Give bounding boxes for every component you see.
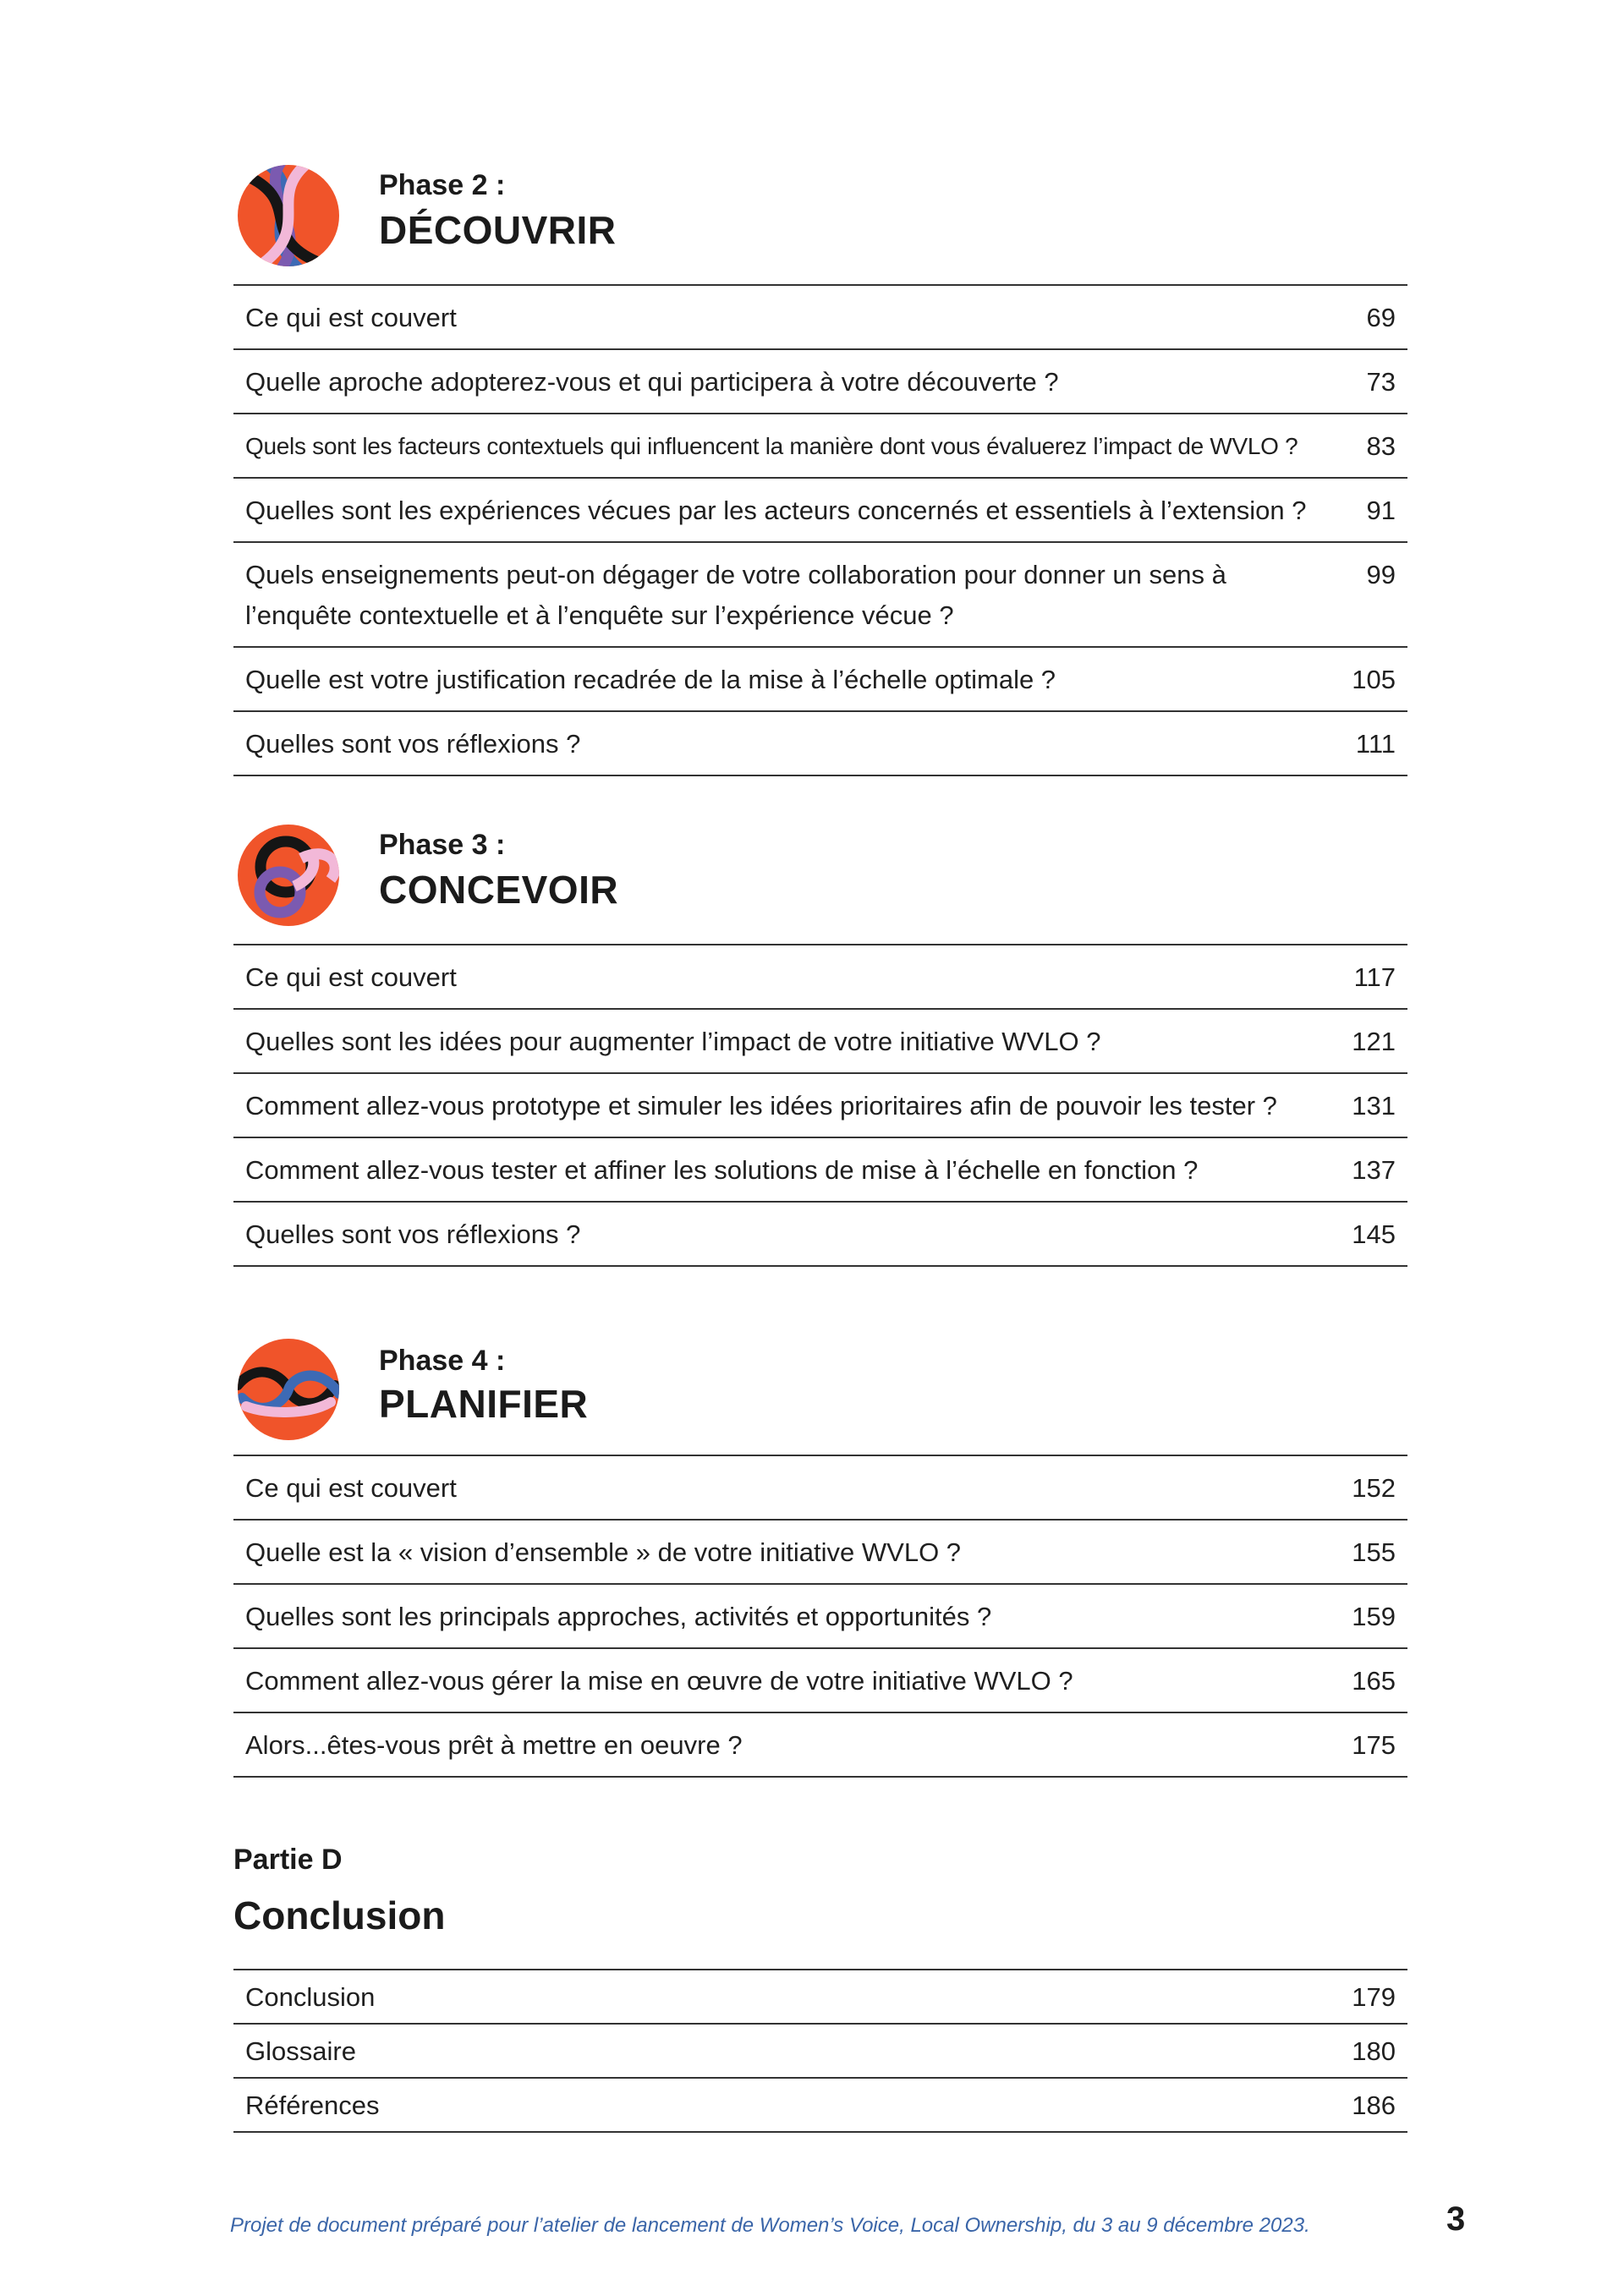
toc-row[interactable] [233, 2079, 1407, 2133]
toc-row-title: Quelle est la « vision d’ensemble » de votre initiative WVLO ? [245, 1537, 962, 1567]
phase-2-section [233, 161, 1407, 776]
toc-row-title: Ce qui est couvert [245, 962, 457, 992]
phase-3-section [233, 820, 1407, 1267]
toc-row-title: Quelle est votre justification recadrée de la mise à l’échelle optimale ? [245, 665, 1056, 694]
toc-row-page: 83 [1366, 431, 1396, 461]
footer-note: Projet de document préparé pour l’atelier de lancement de Women’s Voice, Local Ownership, du 3 au 9 décembre 2023. [230, 2214, 1310, 2237]
toc-row[interactable] [233, 1521, 1407, 1585]
toc-row-title: Quelles sont les idées pour augmenter l’impact de votre initiative WVLO ? [245, 1027, 1101, 1056]
toc-row-page: 159 [1352, 1602, 1396, 1631]
toc-row[interactable] [233, 350, 1407, 414]
toc-row[interactable] [233, 2025, 1407, 2079]
toc-row-page: 175 [1352, 1730, 1396, 1760]
toc-row-page: 145 [1352, 1219, 1396, 1249]
toc-row[interactable] [233, 1713, 1407, 1778]
toc-row-page: 69 [1366, 303, 1396, 332]
toc-row-page: 73 [1366, 367, 1396, 397]
phase-3-toc [233, 944, 1407, 1267]
toc-row-page: 121 [1352, 1027, 1396, 1056]
toc-row-page: 131 [1352, 1091, 1396, 1121]
toc-row[interactable] [233, 479, 1407, 543]
phase-3-header [233, 820, 1407, 939]
toc-row[interactable] [233, 1074, 1407, 1138]
toc-row-title: Comment allez-vous gérer la mise en œuvre de votre initiative WVLO ? [245, 1666, 1073, 1696]
toc-row[interactable] [233, 286, 1407, 350]
toc-row-title: Quels sont les facteurs contextuels qui influencent la manière dont vous évaluerez l’impact de WVLO ? [245, 433, 1298, 459]
toc-row-title: Comment allez-vous prototype et simuler les idées prioritaires afin de pouvoir les tester ? [245, 1091, 1277, 1121]
page-number: 3 [1446, 2200, 1466, 2238]
phase-4-section [233, 1334, 1407, 1778]
toc-row-page: 186 [1352, 2091, 1396, 2120]
braid-icon [233, 161, 343, 271]
toc-row-page: 180 [1352, 2036, 1396, 2066]
part-d-title: Conclusion [233, 1893, 446, 1937]
toc-row-page: 111 [1355, 729, 1396, 759]
toc-row-page: 91 [1366, 496, 1396, 525]
toc-row-page: 137 [1352, 1155, 1396, 1185]
toc-row-page: 179 [1352, 1982, 1396, 2012]
toc-row-page: 99 [1366, 560, 1396, 589]
toc-row-page: 155 [1352, 1537, 1396, 1567]
toc-row[interactable] [233, 712, 1407, 776]
toc-row-title: Quelles sont les expériences vécues par les acteurs concernés et essentiels à l’extension ? [245, 496, 1307, 525]
toc-row[interactable] [233, 1649, 1407, 1713]
toc-row-title: Ce qui est couvert [245, 303, 457, 332]
toc-row-title: Références [245, 2091, 380, 2120]
part-d-toc [233, 1969, 1407, 2133]
interlocking-rings-icon [233, 820, 343, 930]
toc-row-title: Alors...êtes-vous prêt à mettre en oeuvre ? [245, 1730, 743, 1760]
toc-row-title: Quelles sont les principals approches, activités et opportunités ? [245, 1602, 992, 1631]
toc-row-title: Ce qui est couvert [245, 1473, 457, 1503]
toc-row-page: 165 [1352, 1666, 1396, 1696]
phase-4-toc [233, 1455, 1407, 1778]
toc-row-page: 117 [1353, 962, 1396, 992]
toc-row-title: Quels enseignements peut-on dégager de votre collaboration pour donner un sens à l’enquête contextuelle et à l’enquête sur l’expérience vécue ? [245, 560, 1226, 630]
toc-row[interactable] [233, 1203, 1407, 1267]
toc-row[interactable] [233, 945, 1407, 1010]
toc-row-title: Quelles sont vos réflexions ? [245, 729, 581, 759]
phase-4-header [233, 1334, 1407, 1453]
toc-row-title: Conclusion [245, 1982, 376, 2012]
phase-2-label: Phase 2 : [379, 169, 506, 201]
phase-4-label: Phase 4 : [379, 1345, 506, 1377]
toc-row-title: Quelle aproche adopterez-vous et qui participera à votre découverte ? [245, 367, 1059, 397]
toc-row[interactable] [233, 1585, 1407, 1649]
part-d-label: Partie D [233, 1844, 343, 1876]
toc-row-page: 105 [1352, 665, 1396, 694]
part-d-section [233, 1969, 1407, 2133]
knot-icon [233, 1334, 343, 1444]
phase-2-header [233, 161, 1407, 279]
toc-row[interactable] [233, 648, 1407, 712]
toc-row-title: Quelles sont vos réflexions ? [245, 1219, 581, 1249]
toc-row[interactable] [233, 1138, 1407, 1203]
phase-2-title: DÉCOUVRIR [379, 208, 617, 252]
phase-4-title: PLANIFIER [379, 1382, 589, 1426]
toc-row[interactable] [233, 1970, 1407, 2025]
toc-row-page: 152 [1352, 1473, 1396, 1503]
phase-2-toc [233, 284, 1407, 776]
toc-row-title: Comment allez-vous tester et affiner les solutions de mise à l’échelle en fonction ? [245, 1155, 1199, 1185]
phase-3-title: CONCEVOIR [379, 868, 619, 912]
toc-row[interactable] [233, 1010, 1407, 1074]
phase-3-label: Phase 3 : [379, 829, 506, 861]
toc-row[interactable] [233, 1456, 1407, 1521]
toc-row[interactable] [233, 543, 1407, 648]
toc-row-title: Glossaire [245, 2036, 356, 2066]
toc-row[interactable] [233, 414, 1407, 479]
